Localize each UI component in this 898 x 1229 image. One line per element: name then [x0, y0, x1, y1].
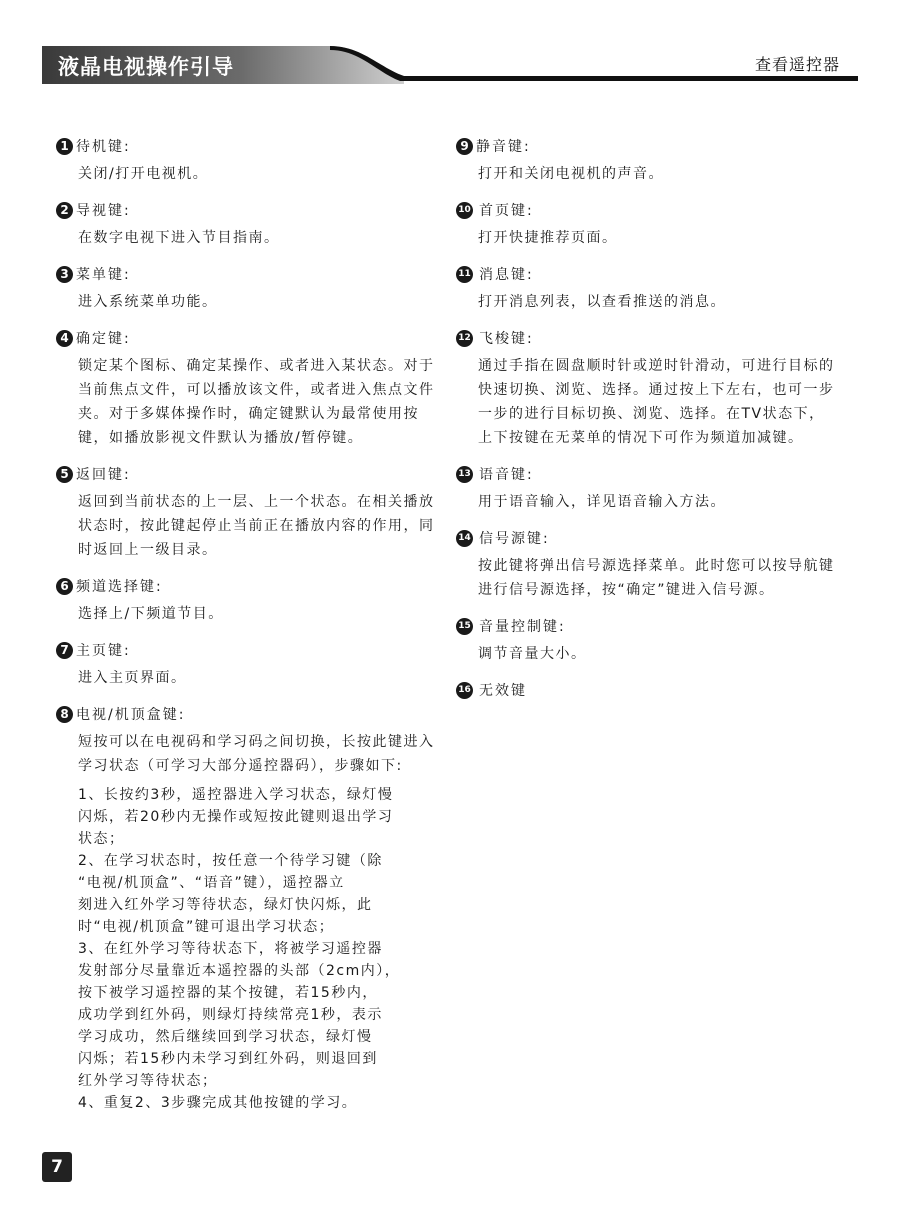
- key-item-head: [56, 260, 436, 288]
- key-item-6: [56, 572, 436, 626]
- step-line: 闪烁；若15秒内未学习到红外码，则退回到: [78, 1051, 378, 1067]
- step-line: 红外学习等待状态；: [78, 1073, 218, 1089]
- key-item-head: [456, 260, 836, 288]
- step-line: 时“电视/机顶盒”键可退出学习状态；: [78, 919, 335, 935]
- key-title: 首页键:: [479, 203, 534, 219]
- key-title: 消息键:: [479, 267, 534, 283]
- key-title: 菜单键:: [76, 267, 131, 283]
- step-line: 4、重复2、3步骤完成其他按键的学习。: [78, 1095, 358, 1111]
- key-title: 导视键:: [76, 203, 131, 219]
- key-item-head: [56, 132, 436, 160]
- key-description: [456, 290, 836, 314]
- key-description-text: 锁定某个图标、确定某操作、或者进入某状态。对于当前焦点文件，可以播放该文件，或者进入焦点文件夹。对于多媒体操作时，确定键默认为最常使用按键，如播放影视文件默认为播放/暂停键。: [78, 358, 435, 446]
- step-3: [78, 938, 436, 1092]
- header-banner: [0, 40, 898, 88]
- step-line: 3、在红外学习等待状态下，将被学习遥控器: [78, 941, 383, 957]
- number-badge: 11: [456, 266, 473, 283]
- key-description: [456, 162, 836, 186]
- right-key-list: [456, 132, 836, 704]
- key-description: [456, 490, 836, 514]
- key-item-head: [456, 460, 836, 488]
- number-badge: 5: [56, 466, 73, 483]
- key-title: 无效键: [479, 683, 527, 699]
- key-item-11: [456, 260, 836, 314]
- key-description-text: 调节音量大小。: [478, 646, 587, 662]
- left-column: [56, 132, 436, 1124]
- number-badge: 6: [56, 578, 73, 595]
- key-description-text: 打开消息列表，以查看推送的消息。: [478, 294, 726, 310]
- key-description-text: 进入系统菜单功能。: [78, 294, 218, 310]
- key-item-head: [56, 700, 436, 728]
- left-key-list: [56, 132, 436, 690]
- number-badge: 14: [456, 530, 473, 547]
- key-title: 音量控制键:: [479, 619, 566, 635]
- number-badge: 12: [456, 330, 473, 347]
- step-line: “电视/机顶盒”、“语音”键），遥控器立: [78, 875, 345, 891]
- key-item-head: [456, 612, 836, 640]
- key-description-text: 进入主页界面。: [78, 670, 187, 686]
- number-badge: 2: [56, 202, 73, 219]
- step-line: 状态；: [78, 831, 125, 847]
- key-title: 主页键:: [76, 643, 131, 659]
- key-description: [56, 730, 436, 1114]
- key-description-text: 选择上/下频道节目。: [78, 606, 224, 622]
- key-description-text: 打开快捷推荐页面。: [478, 230, 618, 246]
- key-item-14: [456, 524, 836, 602]
- key-item-15: [456, 612, 836, 666]
- number-badge: 7: [56, 642, 73, 659]
- key-description-text: 按此键将弹出信号源选择菜单。此时您可以按导航键进行信号源选择，按“确定”键进入信号源。: [478, 558, 835, 598]
- key-description-text: 通过手指在圆盘顺时针或逆时针滑动，可进行目标的快速切换、浏览、选择。通过按上下左右，也可一步一步的进行目标切换、浏览、选择。在TV状态下，上下按键在无菜单的情况下可作为频道加减键。: [478, 358, 835, 446]
- key-item-head: [456, 132, 836, 160]
- key-intro: 短按可以在电视码和学习码之间切换，长按此键进入学习状态（可学习大部分遥控器码），步骤如下:: [78, 734, 435, 774]
- key-item-head: [456, 676, 836, 704]
- key-description-text: 返回到当前状态的上一层、上一个状态。在相关播放状态时，按此键起停止当前正在播放内容的作用，同时返回上一级目录。: [78, 494, 435, 558]
- key-title: 确定键:: [76, 331, 131, 347]
- number-badge: 15: [456, 618, 473, 635]
- step-line: 2、在学习状态时，按任意一个待学习键（除: [78, 853, 383, 869]
- key-item-head: [56, 460, 436, 488]
- key-description: [56, 666, 436, 690]
- step-line: 闪烁，若20秒内无操作或短按此键则退出学习: [78, 809, 394, 825]
- key-item-head: [56, 324, 436, 352]
- key-item-12: [456, 324, 836, 450]
- step-line: 学习成功，然后继续回到学习状态，绿灯慢: [78, 1029, 373, 1045]
- number-badge: 4: [56, 330, 73, 347]
- key-item-head: [456, 324, 836, 352]
- key-title: 电视/机顶盒键:: [76, 707, 186, 723]
- key-title: 语音键:: [479, 467, 534, 483]
- key-description: [56, 290, 436, 314]
- key-description-text: 打开和关闭电视机的声音。: [478, 166, 664, 182]
- step-line: 按下被学习遥控器的某个按键，若15秒内，: [78, 985, 378, 1001]
- key-item-3: [56, 260, 436, 314]
- number-badge: 9: [456, 138, 473, 155]
- step-line: 刻进入红外学习等待状态，绿灯快闪烁，此: [78, 897, 373, 913]
- number-badge: 10: [456, 202, 473, 219]
- key-title: 信号源键:: [479, 531, 550, 547]
- page-number: 7: [42, 1152, 72, 1182]
- step-line: 1、长按约3秒，遥控器进入学习状态，绿灯慢: [78, 787, 394, 803]
- number-badge: 1: [56, 138, 73, 155]
- key-item-16: [456, 676, 836, 704]
- key-item-7: [56, 636, 436, 690]
- key-description: [56, 354, 436, 450]
- key-item-head: [456, 524, 836, 552]
- key-description-text: 在数字电视下进入节目指南。: [78, 230, 280, 246]
- key-title: 频道选择键:: [76, 579, 163, 595]
- key-item-head: [56, 636, 436, 664]
- key-description: [456, 554, 836, 602]
- number-badge: 13: [456, 466, 473, 483]
- key-description: [56, 490, 436, 562]
- number-badge: 3: [56, 266, 73, 283]
- key-item-head: [56, 196, 436, 224]
- key-item-10: [456, 196, 836, 250]
- step-4: [78, 1092, 436, 1114]
- step-line: 成功学到红外码，则绿灯持续常亮1秒，表示: [78, 1007, 383, 1023]
- key-description: [456, 642, 836, 666]
- key-item-5: [56, 460, 436, 562]
- key-description: [56, 162, 436, 186]
- number-badge: 16: [456, 682, 473, 699]
- key-item-head: [456, 196, 836, 224]
- key-item-2: [56, 196, 436, 250]
- key-title: 飞梭键:: [479, 331, 534, 347]
- step-2: [78, 850, 436, 938]
- page-title: 液晶电视操作引导: [58, 55, 234, 79]
- key-title: 返回键:: [76, 467, 131, 483]
- step-1: [78, 784, 436, 850]
- key-item-13: [456, 460, 836, 514]
- key-item-1: [56, 132, 436, 186]
- key-description-text: 用于语音输入，详见语音输入方法。: [478, 494, 726, 510]
- key-item-head: [56, 572, 436, 600]
- key-item-8: [56, 700, 436, 1114]
- number-badge: 8: [56, 706, 73, 723]
- right-column: [456, 132, 836, 714]
- key-item-9: [456, 132, 836, 186]
- key-description: [56, 226, 436, 250]
- key-description: [456, 354, 836, 450]
- key-title: 静音键:: [476, 139, 531, 155]
- key-description-text: 关闭/打开电视机。: [78, 166, 209, 182]
- step-line: 发射部分尽量靠近本遥控器的头部（2cm内），: [78, 963, 401, 979]
- key-title: 待机键:: [76, 139, 131, 155]
- section-title: 查看遥控器: [754, 55, 840, 74]
- key-item-4: [56, 324, 436, 450]
- key-description: [56, 602, 436, 626]
- key-description: [456, 226, 836, 250]
